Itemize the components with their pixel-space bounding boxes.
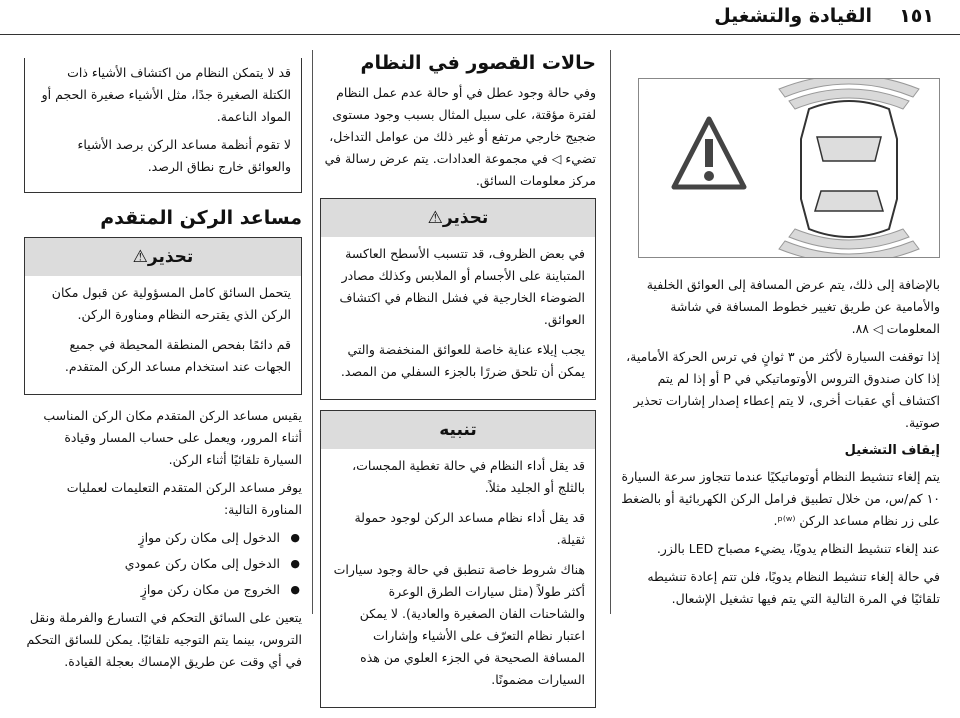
header-divider bbox=[0, 34, 960, 35]
paragraph: يتم إلغاء تنشيط النظام أوتوماتيكيًا عندما تتجاوز سرعة السيارة ١٠ كم/س، من خلال تطبيق فرامل الركن الكهربائية أو بالضغط على زر نظام مساعد الركن ᵖ⁽ʷ⁾. bbox=[621, 469, 940, 528]
paragraph: في بعض الظروف، قد تتسبب الأسطح العاكسة المتباينة على الأجسام أو الملابس وكذلك مصادر الضوضاء الخارجية في فشل النظام في اكتشاف العوائق. bbox=[339, 246, 585, 327]
paragraph: يجب إيلاء عناية خاصة للعوائق المنخفضة والتي يمكن أن تلحق ضررًا بالجزء السفلي من المصد. bbox=[340, 342, 585, 379]
paragraph: إذا توقفت السيارة لأكثر من ٣ ثوانٍ في ترس الحركة الأمامية، إذا كان صندوق التروس الأوتوماتيكي في P أو إذا لم يتم اكتشاف أي عقبات أخرى، لا يتم إعطاء إصدار إشارات تحذير صوتية. bbox=[626, 349, 940, 430]
notice-label: تنبيه bbox=[321, 411, 595, 449]
notice-box bbox=[320, 410, 596, 708]
column-divider-right bbox=[610, 50, 611, 614]
heading-deactivation: إيقاف التشغيل bbox=[844, 443, 940, 458]
maneuver-list bbox=[24, 527, 302, 601]
section-title: القيادة والتشغيل bbox=[714, 5, 872, 27]
left-column bbox=[24, 50, 302, 679]
paragraph: قد يقل أداء نظام مساعد الركن لوجود حمولة ثقيلة. bbox=[354, 510, 585, 547]
paragraph: قد لا يتمكن النظام من اكتشاف الأشياء ذات الكتلة الصغيرة جدًا، مثل الأشياء صغيرة الحجم أو المواد الناعمة. bbox=[41, 65, 291, 124]
list-item: ● الدخول إلى مكان ركن عمودي bbox=[24, 553, 280, 575]
warning-box bbox=[320, 198, 596, 400]
column-divider-left bbox=[312, 50, 313, 614]
paragraph: قد يقل أداء النظام في حالة تغطية المجسات، بالثلج أو الجليد مثلاً. bbox=[352, 458, 585, 495]
paragraph: لا تقوم أنظمة مساعد الركن برصد الأشياء والعوائق خارج نطاق الرصد. bbox=[77, 137, 291, 174]
warning-triangle-icon: ⚠ bbox=[132, 247, 148, 267]
paragraph: بالإضافة إلى ذلك، يتم عرض المسافة إلى العوائق الخلفية والأمامية عن طريق تغيير خطوط المسافة في شاشة المعلومات ◁ ٨٨. bbox=[646, 277, 940, 336]
paragraph: في حالة إلغاء تنشيط النظام يدويًا، فلن تتم إعادة تنشيطه تلقائيًا في المرة التالية التي يتم فيها تشغيل الإشعال. bbox=[647, 569, 940, 606]
paragraph: وفي حالة وجود عطل في أو حالة عدم عمل النظام لفترة مؤقتة، على سبيل المثال بسبب وجود مستوى ضجيج خارجي مرتفع أو غير ذلك من عوامل التداخل، تضيء ◁ في مجموعة العدادات. يتم عرض رسالة في مركز معلومات السائق. bbox=[324, 85, 596, 188]
warning-box bbox=[24, 237, 302, 395]
paragraph: يوفر مساعد الركن المتقدم التعليمات لعمليات المناورة التالية: bbox=[66, 480, 302, 517]
warning-box-header bbox=[25, 238, 301, 276]
paragraph: يتعين على السائق التحكم في التسارع والفرملة ونقل التروس، بينما يتم التوجيه تلقائيًا. يمكن للسائق التحكم في أي وقت عن طريق الإمساك بعجلة القيادة. bbox=[26, 610, 302, 669]
warning-label: تحذير bbox=[147, 247, 194, 267]
paragraph: يتحمل السائق كامل المسؤولية عن قبول مكان الركن الذي يقترحه النظام ومناورة الركن. bbox=[51, 285, 291, 322]
warning-label: تحذير bbox=[442, 208, 489, 228]
page-header bbox=[0, 0, 960, 42]
right-column bbox=[620, 50, 940, 616]
middle-column bbox=[320, 50, 596, 718]
list-item: ● الخروج من مكان ركن موازٍ bbox=[24, 579, 280, 601]
paragraph: قم دائمًا بفحص المنطقة المحيطة في جميع الجهات عند استخدام مساعد الركن المتقدم. bbox=[64, 337, 291, 374]
list-item: ● الدخول إلى مكان ركن موازٍ bbox=[24, 527, 280, 549]
parking-sensor-figure bbox=[638, 78, 940, 258]
car-top-view-icon bbox=[779, 79, 919, 257]
continued-notice-box bbox=[24, 58, 302, 193]
section-heading: مساعد الركن المتقدم bbox=[100, 207, 302, 229]
paragraph: يقيس مساعد الركن المتقدم مكان الركن المناسب أثناء المرور، ويعمل على حساب المسار وقيادة السيارة تلقائيًا أثناء الركن. bbox=[43, 408, 302, 467]
page-number: ١٥١ bbox=[899, 5, 934, 27]
paragraph: عند إلغاء تنشيط النظام يدويًا، يضيء مصباح LED بالزر. bbox=[656, 541, 940, 556]
warning-triangle-icon: ⚠ bbox=[427, 208, 443, 228]
warning-triangle-icon bbox=[674, 119, 744, 187]
warning-box-header bbox=[321, 199, 595, 237]
paragraph: هناك شروط خاصة تنطبق في حالة وجود سيارات أكثر طولاً (مثل سيارات الطرق الوعرة والشاحنات الفان الصغيرة والعادية). لا يمكن اعتبار نظام التعرّف على الأشياء وإشارات المسافة الصحيحة في الجزء العلوي من هذه السيارات مضمونًا. bbox=[333, 562, 585, 687]
section-heading: حالات القصور في النظام bbox=[360, 52, 596, 74]
